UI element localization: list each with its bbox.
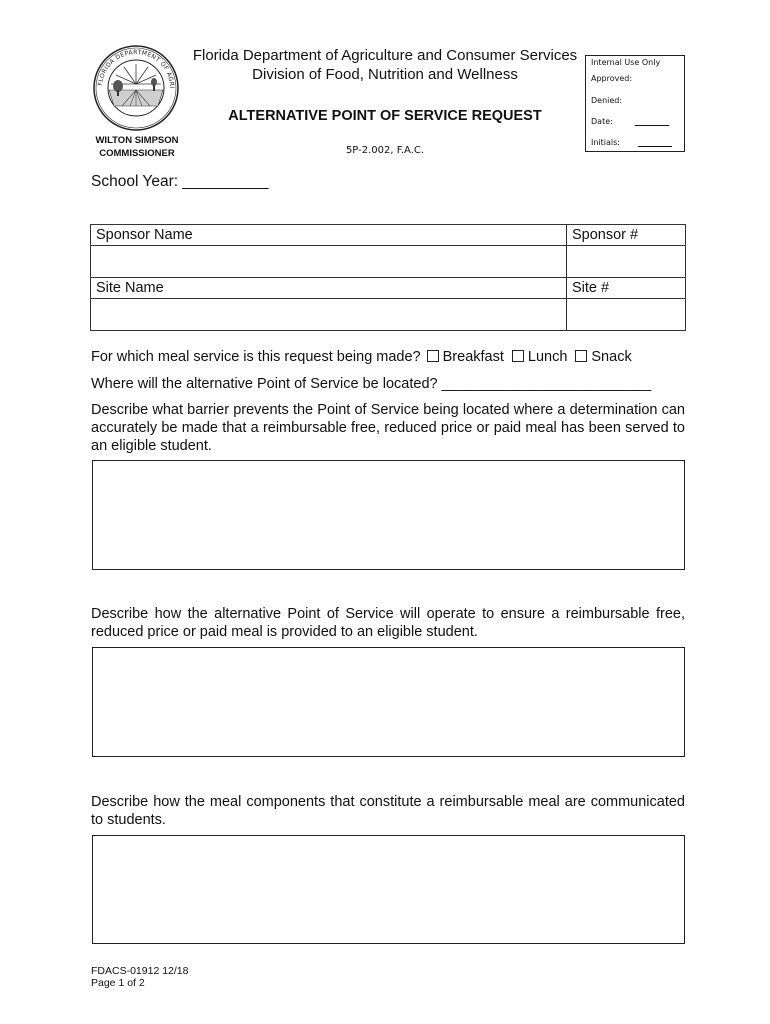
snack-checkbox[interactable] — [575, 350, 587, 362]
svg-text:FLORIDA DEPARTMENT OF AGRICULT: FLORIDA DEPARTMENT OF AGRI — [97, 48, 176, 89]
sponsor-name-input[interactable] — [91, 246, 567, 278]
lunch-checkbox[interactable] — [512, 350, 524, 362]
sponsor-name-label: Sponsor Name — [91, 225, 567, 246]
date-label: Date: — [591, 117, 613, 126]
barrier-question: Describe what barrier prevents the Point of Service being located where a determination can accurately be made that a reimbursable free, reduced price or paid meal has been served to an eligible student. — [91, 402, 685, 454]
barrier-answer-box[interactable] — [92, 460, 685, 570]
meal-service-question — [91, 348, 685, 366]
components-answer-box[interactable] — [92, 835, 685, 944]
commissioner-title: COMMISSIONER — [99, 148, 175, 159]
rule-reference: 5P-2.002, F.A.C. — [345, 145, 425, 156]
internal-use-heading: Internal Use Only — [591, 58, 661, 67]
location-question[interactable]: Where will the alternative Point of Service be located? __________________________ — [91, 376, 652, 392]
date-line — [635, 125, 669, 126]
department-seal — [92, 44, 180, 132]
agency-name — [180, 46, 590, 84]
commissioner-block — [78, 134, 196, 160]
school-year-field[interactable]: School Year: __________ — [91, 173, 269, 190]
footer — [91, 965, 188, 989]
sponsor-number-label: Sponsor # — [567, 225, 686, 246]
denied-label: Denied: — [591, 96, 623, 105]
page-number: Page 1 of 2 — [91, 977, 145, 989]
form-title: ALTERNATIVE POINT OF SERVICE REQUEST — [228, 108, 542, 124]
site-number-label: Site # — [567, 278, 686, 299]
sponsor-site-table — [90, 224, 686, 331]
approved-label: Approved: — [591, 74, 633, 83]
operate-question: Describe how the alternative Point of Service will operate to ensure a reimbursable free, reduced price or paid meal is provided to an eligible student. — [91, 606, 685, 640]
components-question: Describe how the meal components that constitute a reimbursable meal are communicated to students. — [91, 794, 685, 828]
agency-line-1: Florida Department of Agriculture and Consumer Services — [192, 47, 578, 64]
site-name-input[interactable] — [91, 299, 567, 331]
internal-use-box — [585, 55, 685, 152]
commissioner-name: WILTON SIMPSON — [95, 135, 179, 146]
agency-line-2: Division of Food, Nutrition and Wellness — [252, 66, 518, 83]
breakfast-label: Breakfast — [442, 349, 504, 365]
site-name-label: Site Name — [91, 278, 567, 299]
operate-answer-box[interactable] — [92, 647, 685, 757]
meal-service-prompt: For which meal service is this request being made? — [91, 349, 421, 365]
site-number-input[interactable] — [567, 299, 686, 331]
initials-label: Initials: — [591, 138, 620, 147]
initials-line — [638, 146, 672, 147]
sponsor-number-input[interactable] — [567, 246, 686, 278]
form-number: FDACS-01912 12/18 — [91, 965, 189, 977]
breakfast-checkbox[interactable] — [427, 350, 439, 362]
snack-label: Snack — [591, 349, 632, 365]
lunch-label: Lunch — [527, 349, 568, 365]
